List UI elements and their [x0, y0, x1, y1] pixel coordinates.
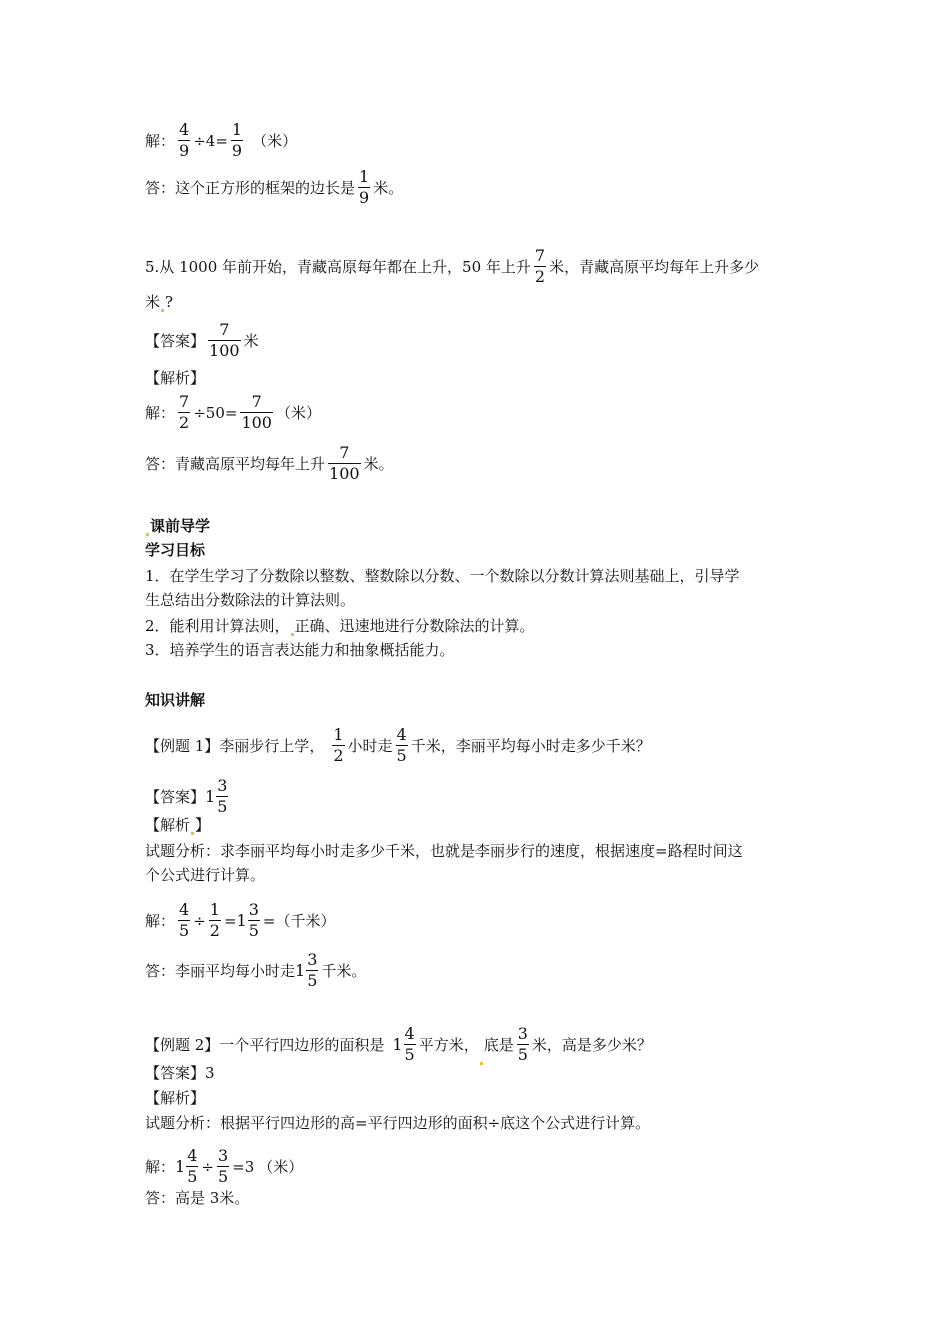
example-1-analysis-label: 【解析 】 — [145, 816, 211, 834]
question-end: ? — [165, 293, 174, 311]
goal-1-cont: 生总结出分数除法的计算法则。 — [145, 591, 356, 609]
example-2-solution: 解： 1 $\frac{4}{5}$ ÷ $\frac{3}{5}$ =3 （米） — [145, 1146, 304, 1186]
fraction: $\frac{7}{100}$ — [209, 320, 240, 360]
example-1-question: 【例题 1】李丽步行上学， $\frac{1}{2}$ 小时走 $\frac{4}{5}$ 千米，李丽平均每小时走多少千米？ — [145, 725, 651, 765]
fraction: $\frac{4}{9}$ — [179, 120, 190, 160]
example-2-answer — [145, 1063, 215, 1083]
answer-text: 答：这个正方形的框架的边长是 — [145, 178, 356, 197]
answer-label: 【答案】 — [145, 787, 206, 806]
goal-1: 1．在学生学习了分数除以整数、整数除以分数、一个数除以分数计算法则基础上，引导学 — [145, 567, 740, 585]
fraction: $\frac{1}{9}$ — [231, 120, 243, 160]
answer-suffix: 米。 — [373, 178, 404, 197]
q4-solution-line — [145, 120, 297, 161]
answer-text: 答：李丽平均每小时走 — [145, 961, 296, 980]
example-1-analysis: 试题分析：求李丽平均每小时走多少千米，也就是李丽步行的速度，根据速度=路程时间这 — [145, 842, 743, 860]
goal-3: 3．培养学生的语言表达能力和抽象概括能力。 — [145, 641, 455, 659]
example-2-question: 【例题 2】一个平行四边形的面积是 1 $\frac{4}{5}$ 平方米， 底是 $\frac{3}{5}$ 米，高是多少米？ — [145, 1024, 652, 1064]
question-text: 米，青藏高原平均每年上升多少 — [549, 257, 760, 276]
answer-value: 3 — [205, 1064, 215, 1082]
example-1-analysis-cont: 个公式进行计算。 — [145, 866, 266, 884]
solution-prefix: 解： — [145, 1157, 176, 1176]
goal-2: 2．能利用计算法则， 正确、迅速地进行分数除法的计算。 — [145, 617, 535, 635]
edit-mark — [161, 309, 164, 312]
answer-text: 答：青藏高原平均每年上升 — [145, 454, 326, 473]
question-text: 【例题 1】李丽步行上学， — [145, 736, 325, 755]
unit: （米） — [252, 131, 298, 150]
q5-answer — [145, 320, 259, 361]
example-1-solution: 解： $\frac{4}{5}$ ÷ $\frac{1}{2}$ = 1 $\frac{3}{5}$ =（千米） — [145, 900, 336, 940]
q5-question-line2 — [145, 292, 173, 312]
mixed-number: 1 $\frac{4}{5}$ — [392, 1024, 415, 1064]
fraction: $\frac{7}{100}$ — [241, 392, 272, 432]
question-text: 5.从 1000 年前开始，青藏高原每年都在上升，50 年上升 — [145, 257, 531, 276]
fraction: $\frac{1}{9}$ — [359, 167, 370, 207]
example-2-analysis-label: 【解析】 — [145, 1089, 206, 1107]
fraction: $\frac{3}{5}$ — [517, 1024, 528, 1064]
q5-analysis-label: 【解析】 — [145, 369, 206, 387]
fraction: $\frac{7}{2}$ — [534, 246, 546, 286]
unit: （米） — [275, 403, 321, 422]
example-2-analysis: 试题分析：根据平行四边形的高=平行四边形的面积÷底这个公式进行计算。 — [145, 1114, 651, 1132]
answer-label: 【答案】 — [145, 331, 206, 350]
operator: ÷4= — [193, 131, 228, 150]
question-text: 【例题 2】一个平行四边形的面积是 — [145, 1035, 385, 1054]
edit-mark — [191, 832, 194, 835]
unit: 米 — [243, 331, 259, 350]
section-title-2: 知识讲解 — [145, 691, 206, 709]
answer-label: 【答案】 — [145, 1064, 206, 1082]
mixed-number: 1 $\frac{4}{5}$ — [175, 1146, 198, 1186]
example-1-answer — [145, 776, 231, 817]
mixed-number: 1 $\frac{3}{5}$ — [295, 950, 318, 990]
q5-question-line — [145, 246, 759, 287]
edit-mark — [291, 633, 294, 636]
example-1-answer-line: 答：李丽平均每小时走 1 $\frac{3}{5}$ 千米。 — [145, 950, 367, 990]
q5-answer-line — [145, 443, 394, 484]
fraction: $\frac{1}{2}$ — [333, 725, 344, 765]
fraction: $\frac{3}{5}$ — [217, 1146, 229, 1186]
solution-prefix: 解： — [145, 403, 176, 422]
edit-mark — [146, 533, 149, 536]
mixed-number: 1 $\frac{3}{5}$ — [236, 900, 259, 940]
solution-prefix: 解： — [145, 131, 176, 150]
q4-answer-line — [145, 167, 403, 208]
answer-suffix: 米。 — [363, 454, 394, 473]
question-text: 米 — [145, 293, 161, 311]
edit-mark — [480, 1062, 483, 1065]
operator: ÷50= — [193, 403, 238, 422]
fraction: $\frac{7}{2}$ — [179, 392, 190, 432]
solution-prefix: 解： — [145, 911, 176, 930]
section-subtitle: 学习目标 — [145, 541, 206, 559]
fraction: $\frac{7}{100}$ — [329, 443, 360, 483]
answer-text: 答：高是 3米。 — [145, 1189, 250, 1207]
example-2-answer-line — [145, 1188, 249, 1208]
mixed-number: 1 $\frac{3}{5}$ — [205, 776, 228, 816]
fraction: $\frac{1}{2}$ — [209, 900, 220, 940]
q5-solution-line — [145, 392, 321, 433]
section-title: 课前导学 — [145, 516, 210, 536]
fraction: $\frac{4}{5}$ — [396, 725, 407, 765]
fraction: $\frac{4}{5}$ — [179, 900, 190, 940]
